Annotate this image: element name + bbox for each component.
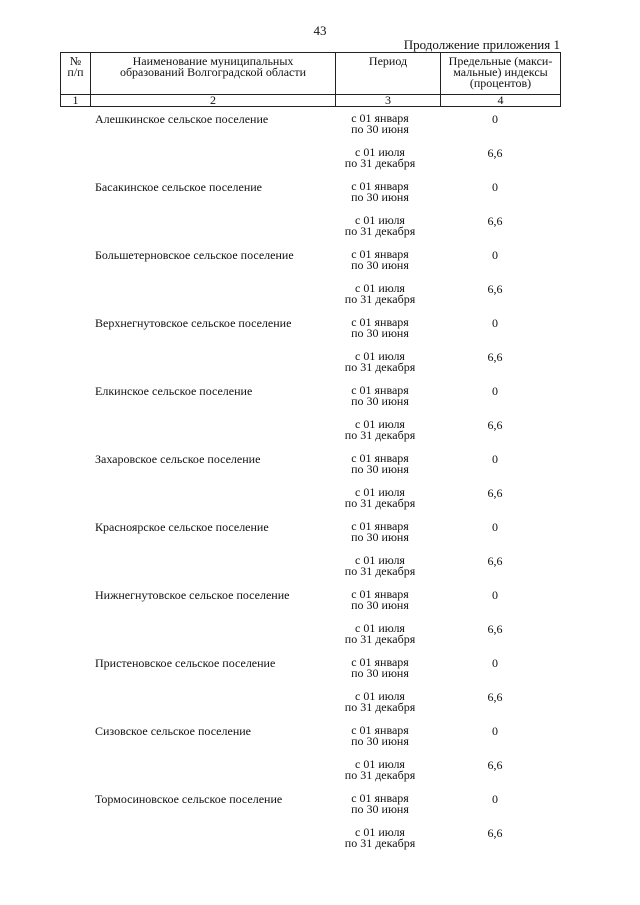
period-first-half: с 01 января по 30 июня [351,315,409,340]
municipality-name: Елкинское сельское поселение [95,384,253,398]
period-second-half: с 01 июля по 31 декабря [344,553,416,578]
period-first-half: с 01 января по 30 июня [351,179,409,204]
period-first-half: с 01 января по 30 июня [351,519,409,544]
municipality-name: Басакинское сельское поселение [95,180,262,194]
index-first-half: 0 [492,384,498,398]
header-num-4: 4 [441,95,561,107]
index-second-half: 6,6 [487,418,503,432]
period-second-half: с 01 июля по 31 декабря [344,757,416,782]
header-num-2: 2 [91,95,336,107]
period-first-half: с 01 января по 30 июня [351,723,409,748]
period-second-half: с 01 июля по 31 декабря [344,485,416,510]
table-row [60,518,560,586]
period-first-half: с 01 января по 30 июня [351,451,409,476]
index-first-half: 0 [492,112,498,126]
period-second-half: с 01 июля по 31 декабря [344,213,416,238]
period-second-half: с 01 июля по 31 декабря [344,349,416,374]
period-first-half: с 01 января по 30 июня [351,655,409,680]
municipality-name: Алешкинское сельское поселение [95,112,269,126]
period-second-half: с 01 июля по 31 декабря [344,621,416,646]
period-first-half: с 01 января по 30 июня [351,383,409,408]
header-col-name: Наименование муниципальных образований Волгоградской области [91,53,336,95]
index-second-half: 6,6 [487,826,503,840]
table-header [60,52,561,107]
index-second-half: 6,6 [487,214,503,228]
table-row [60,178,560,246]
index-first-half: 0 [492,316,498,330]
table-row [60,450,560,518]
index-first-half: 0 [492,724,498,738]
index-second-half: 6,6 [487,758,503,772]
header-col-index: Предельные (макси- мальные) индексы (процентов) [441,53,561,95]
table-row [60,382,560,450]
index-first-half: 0 [492,656,498,670]
index-second-half: 6,6 [487,282,503,296]
index-first-half: 0 [492,452,498,466]
table-row [60,654,560,722]
index-second-half: 6,6 [487,690,503,704]
table-row [60,722,560,790]
municipality-name: Нижнегнутовское сельское поселение [95,588,290,602]
header-col-period: Период [336,53,441,95]
index-second-half: 6,6 [487,622,503,636]
municipality-name: Большетерновское сельское поселение [95,248,294,262]
table-row [60,790,560,858]
period-first-half: с 01 января по 30 июня [351,791,409,816]
period-second-half: с 01 июля по 31 декабря [344,825,416,850]
period-second-half: с 01 июля по 31 декабря [344,417,416,442]
index-second-half: 6,6 [487,554,503,568]
header-num-1: 1 [61,95,91,107]
period-second-half: с 01 июля по 31 декабря [344,145,416,170]
continuation-label: Продолжение приложения 1 [403,37,560,52]
index-first-half: 0 [492,248,498,262]
index-second-half: 6,6 [487,146,503,160]
period-first-half: с 01 января по 30 июня [351,587,409,612]
index-second-half: 6,6 [487,486,503,500]
period-second-half: с 01 июля по 31 декабря [344,689,416,714]
table-row [60,246,560,314]
period-first-half: с 01 января по 30 июня [351,247,409,272]
municipality-name: Тормосиновское сельское поселение [95,792,283,806]
municipality-name: Верхнегнутовское сельское поселение [95,316,292,330]
municipality-name: Красноярское сельское поселение [95,520,269,534]
table-row [60,314,560,382]
header-num-3: 3 [336,95,441,107]
index-second-half: 6,6 [487,350,503,364]
municipality-name: Сизовское сельское поселение [95,724,251,738]
period-second-half: с 01 июля по 31 декабря [344,281,416,306]
table-body [60,110,560,858]
page-number: 43 [313,23,327,38]
index-first-half: 0 [492,792,498,806]
table-row [60,110,560,178]
index-first-half: 0 [492,520,498,534]
header-col-number: № п/п [61,53,91,95]
municipality-name: Захаровское сельское поселение [95,452,261,466]
table-row [60,586,560,654]
index-first-half: 0 [492,588,498,602]
index-first-half: 0 [492,180,498,194]
municipality-name: Пристеновское сельское поселение [95,656,276,670]
period-first-half: с 01 января по 30 июня [351,111,409,136]
